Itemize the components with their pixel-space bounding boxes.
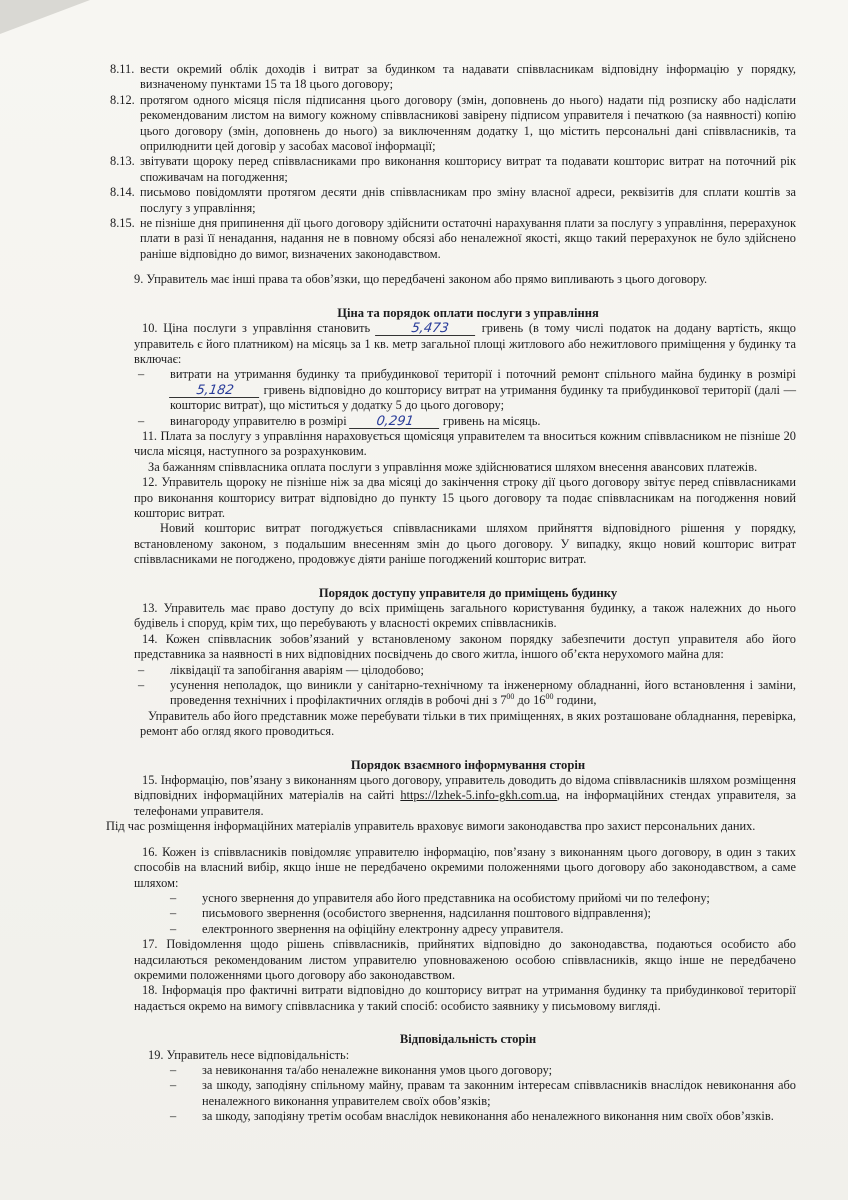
clause-number: 8.13. <box>110 154 135 169</box>
paragraph-13: 13. Управитель має право доступу до всіх приміщень загального користування будинку, а також належних до нього будівель і споруд, крім тих, що перебувають у власності окремих співвласників. <box>134 601 796 631</box>
paragraph-10: 10. Ціна послуги з управління становить 5,473 гривень (в тому числі податок на додану вартість, якщо управитель є його платником) на місяць за 1 кв. метр загальної площі житлового або нежитлового приміщення у будинку та включає: <box>134 321 796 366</box>
list-item: – ліквідації та запобігання аваріям — цілодобово; <box>138 662 424 677</box>
price-components-list <box>134 367 796 429</box>
clause-item <box>110 92 796 155</box>
paragraph-15c: Під час розміщення інформаційних матеріалів управитель враховує вимоги законодавства про захист персональних даних. <box>106 819 756 834</box>
list-item: – електронного звернення на офіційну електронну адресу управителя. <box>170 921 564 936</box>
paragraph-16: 16. Кожен із співвласників повідомляє управителю інформацію, пов’язану з виконанням цього договору, в один з таких способів на власний вибір, якщо інше не передбачено окремими положеннями цього договору або законодавством, а саме шляхом: <box>134 844 796 890</box>
clause-text: протягом одного місяця після підписання цього договору (змін, доповнень до нього) надати під розписку або надіслати рекомендованим листом на вимогу кожному співвласникові завірену підписом управителя і печаткою (за наявності) копію цього договору (змін, доповнень до нього) за виключенням додатку 1, що містить персональні дані співвласників, та оприлюднити цей договір у засобах масової інформації; <box>140 92 796 154</box>
paragraph-11: 11. Плата за послугу з управління нараховується щомісяця управителем та вноситься кожним співвласником не пізніше 20 числа місяця, наступного за розрахунковим. <box>134 428 796 459</box>
clause-item <box>110 216 796 262</box>
paragraph-18: 18. Інформація про фактичні витрати відповідно до кошторису витрат на утримання будинку та прибудинкової території надається окремо на вимогу співвласника у такий спосіб: особисто заявнику у письмовому вигляді. <box>134 983 796 1013</box>
section-title-access: Порядок доступу управителя до приміщень будинку <box>318 585 618 600</box>
list-item: – витрати на утримання будинку та прибудинкової території і поточний ремонт спільного майна будинку в розмірі 5,182 гривень відповідно до кошторису витрат на утримання будинку та прибудинкової території (далі — кошторис витрат), що міститься у додатку 5 до цього договору; <box>138 367 796 413</box>
paragraph-12b: Новий кошторис витрат погоджується співвласниками шляхом прийняття відповідного рішення у порядку, встановленому законом, з подальшим внесенням змін до цього договору. У випадку, якщо новий кошторис витрат співвласниками не погоджено, продовжує діяти раніше погоджений кошторис витрат. <box>134 521 796 567</box>
paragraph-11b: За бажанням співвласника оплата послуги з управління може здійснюватися шляхом внесення авансових платежів. <box>148 459 758 474</box>
paragraph-19: 19. Управитель несе відповідальність: <box>148 1047 350 1062</box>
list-item: – за шкоду, заподіяну спільному майну, правам та законним інтересам співвласників внаслідок невиконання або неналежного виконання управителем своїх обов’язків; <box>170 1078 796 1108</box>
clause-text: не пізніше дня припинення дії цього договору здійснити остаточні нарахування плати за послугу з управління, перерахунок плати в разі її ненадання, надання не в повному обсязі або неналежної якості, якщо такий перерахунок не було здійснено раніше відповідно до вимог, визначених законодавством. <box>140 216 796 261</box>
paragraph-17: 17. Повідомлення щодо рішень співвласників, прийнятих відповідно до законодавства, подаються особисто або надсилаються рекомендованим листом управителю уповноваженою особою співвласників, якщо інше не передбачено окремими положеннями цього договору або законодавством. <box>134 937 796 982</box>
clause-text: письмово повідомляти протягом десяти днів співвласникам про зміну власної адреси, реквізитів для сплати коштів за послугу з управління; <box>140 185 796 215</box>
list-item: – усного звернення до управителя або його представника на особистому прийомі чи по телефону; <box>170 890 710 905</box>
paragraph-12: 12. Управитель щороку не пізніше ніж за два місяці до закінчення строку дії цього договору звітує перед співвласниками про виконання кошторису витрат відповідно до пункту 15 цього договору та подає співвласникам на погодження новий кошторис витрат. <box>134 475 796 520</box>
list-item: – винагороду управителю в розмірі 0,291 гривень на місяць. <box>138 413 541 429</box>
handwritten-manager-fee: 0,291 <box>349 415 441 429</box>
clause-number: 8.12. <box>110 92 135 107</box>
clause-text: вести окремий облік доходів і витрат за будинком та надавати співвласникам відповідну інформацію у порядку, визначеному пунктами 15 та 18 цього договору; <box>140 62 796 92</box>
list-item: – за невиконання та/або неналежне виконання умов цього договору; <box>170 1062 553 1077</box>
access-purposes-list <box>134 663 796 709</box>
list-item: – за шкоду, заподіяну третім особам внаслідок невиконання або неналежного виконання ним своїх обов’язків. <box>170 1109 774 1124</box>
responsibility-list <box>166 1063 796 1125</box>
handwritten-maintenance-cost: 5,182 <box>169 384 261 398</box>
clauses-8-list <box>110 62 796 262</box>
handwritten-price-total: 5,473 <box>375 322 477 336</box>
clause-text: звітувати щороку перед співвласниками про виконання кошторису витрат та подавати кошторис витрат на поточний рік споживачам на погодження; <box>140 154 796 184</box>
paragraph-15: 15. Інформацію, пов’язану з виконанням цього договору, управитель доводить до відома співвласників шляхом розміщення відповідних інформаційних матеріалів на сайті https://lzhek-5.info-gkh.com.ua, на інформаційних стендах управителя, за телефонами управителя. <box>134 773 796 818</box>
clause-item <box>110 185 796 216</box>
clause-number: 8.14. <box>110 185 135 200</box>
clause-number: 8.11. <box>110 62 135 76</box>
paragraph-9: 9. Управитель має інші права та обов’язки, що передбачені законом або прямо випливають з цього договору. <box>134 272 708 287</box>
clause-number: 8.15. <box>110 216 135 231</box>
clause-item <box>110 154 796 185</box>
section-title-price: Ціна та порядок оплати послуги з управління <box>337 305 599 320</box>
folded-corner <box>0 0 90 34</box>
website-link[interactable]: https://lzhek-5.info-gkh.com.ua <box>400 788 557 803</box>
paragraph-14: 14. Кожен співвласник зобов’язаний у встановленому законом порядку забезпечити доступ управителя або його представника за наявності в них відповідних посвідчень до свого житла, іншого об’єкта нерухомого майна для: <box>134 631 796 662</box>
section-title-responsibility: Відповідальність сторін <box>399 1032 537 1047</box>
clause-item <box>110 62 796 93</box>
section-title-info: Порядок взаємного інформування сторін <box>350 757 586 772</box>
list-item: – усунення неполадок, що виникли у санітарно-технічному та інженерному обладнанні, його встановлення і заміни, проведення технічних і профілактичних оглядів в робочі дні з $7^{00}$ до $16^{00}$ години, <box>138 678 796 708</box>
contact-methods-list <box>166 891 796 937</box>
list-item: – письмового звернення (особистого звернення, надсилання поштового відправлення); <box>170 906 651 921</box>
paragraph-14b: Управитель або його представник може перебувати тільки в тих приміщеннях, в яких розташоване обладнання, перевірка, ремонт або огляд якого проводиться. <box>140 708 796 739</box>
